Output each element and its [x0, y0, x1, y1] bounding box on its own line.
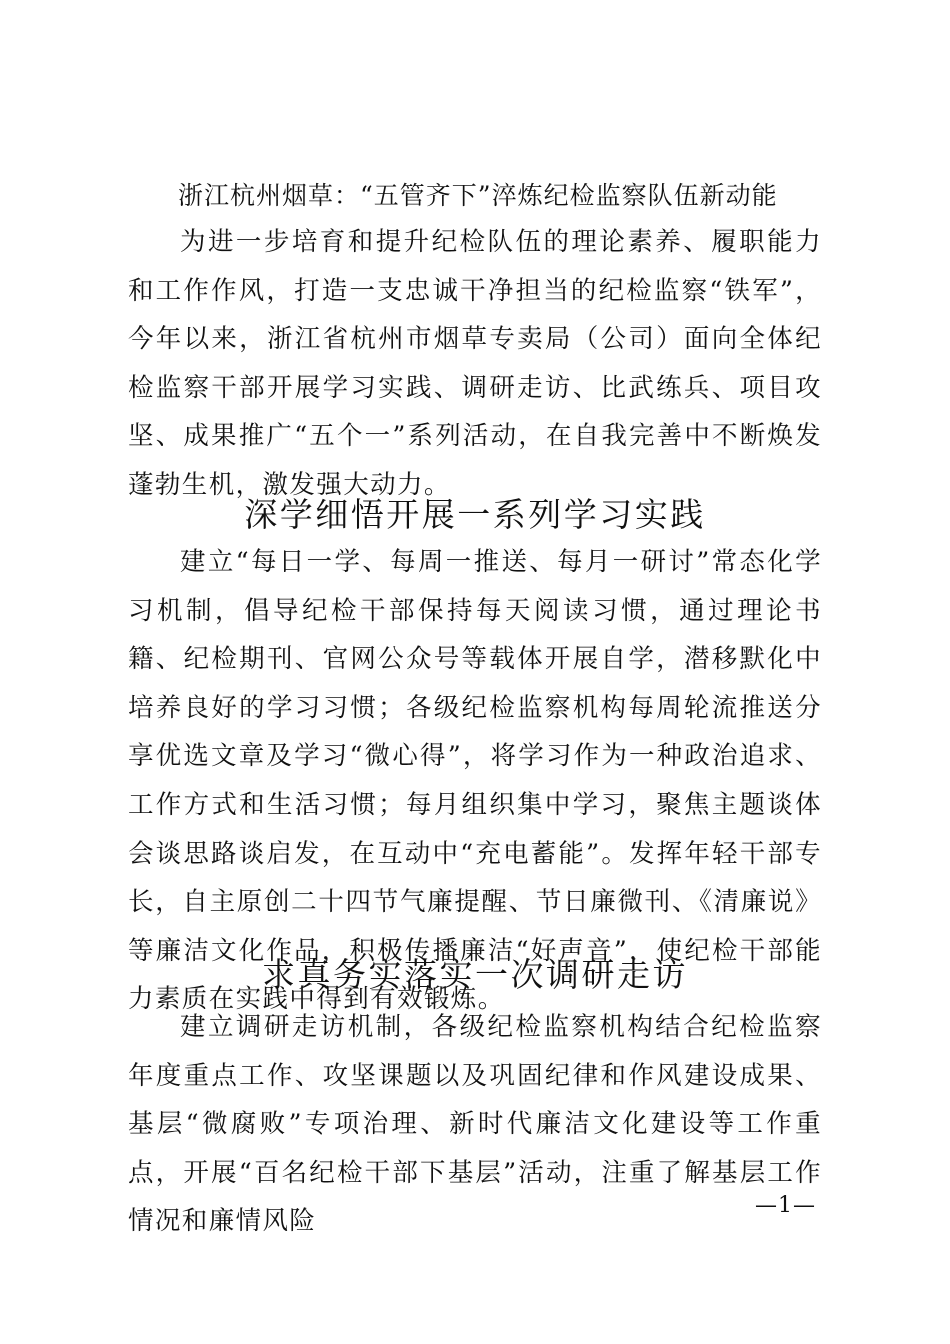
section-body-research: 建立调研走访机制，各级纪检监察机构结合纪检监察年度重点工作、攻坚课题以及巩固纪律和作风建设成果、基层“微腐败”专项治理、新时代廉洁文化建设等工作重点，开展“百名纪检干部下基层”活动，注重了解基层工作情况和廉情风险	[128, 1012, 822, 1237]
section-body-study: 建立“每日一学、每周一推送、每月一研讨”常态化学习机制，倡导纪检干部保持每天阅读习惯，通过理论书籍、纪检期刊、官网公众号等载体开展自学，潜移默化中培养良好的学习习惯；各级纪检监察机构每周轮流推送分享优选文章及学习“微心得”，将学习作为一种政治追求、工作方式和生活习惯；每月组织集中学习，聚焦主题谈体会谈思路谈启发，在互动中“充电蓄能”。发挥年轻干部专长，自主原创二十四节气廉提醒、节日廉微刊、《清廉说》等廉洁文化作品，积极传播廉洁“好声音”，使纪检干部能力素质在实践中得到有效锻炼。	[128, 547, 822, 1015]
article-title: 浙江杭州烟草：“五管齐下”淬炼纪检监察队伍新动能	[178, 181, 778, 210]
page-number: —1—	[755, 1193, 816, 1218]
intro-paragraph: 为进一步培育和提升纪检队伍的理论素养、履职能力和工作作风，打造一支忠诚干净担当的纪检监察“铁军”，今年以来，浙江省杭州市烟草专卖局（公司）面向全体纪检监察干部开展学习实践、调研走访、比武练兵、项目攻坚、成果推广“五个一”系列活动，在自我完善中不断焕发蓬勃生机，激发强大动力。	[128, 227, 822, 500]
section-heading-research: 求真务实落实一次调研走访	[262, 955, 688, 994]
section-heading-study: 深学细悟开展一系列学习实践	[244, 495, 706, 534]
